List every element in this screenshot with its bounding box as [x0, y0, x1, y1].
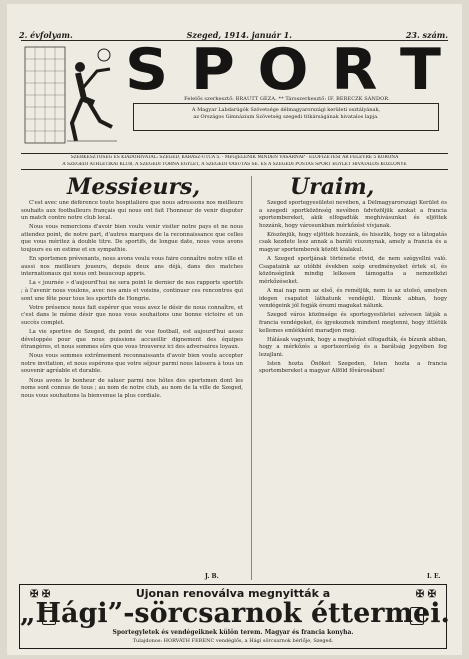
paragraph: Szeged város közönsége és sportegyesületei szívesen látják a francia vendégeket, és igyekeznek mindent megtenni, hogy ittlétük kellemes emlékként maradjon meg.: [259, 312, 447, 334]
newspaper-page: [7, 4, 462, 655]
ad-description: Sportegyletek és vendégeiknek külön terem. Magyar és francia konyha.: [112, 629, 354, 636]
left-article-signature: J. B.: [205, 573, 219, 580]
paragraph: Köszönjük, hogy eljöttek hozzánk, és hisszük, hogy ez a látogatás csak kezdete lesz annak a baráti viszonynak, amely a francia és a magyar sportemberek között kialakul.: [259, 231, 447, 254]
ad-headline: Ujonan renoválva megnyitták a: [135, 587, 331, 600]
masthead-letter: S: [125, 36, 169, 104]
masthead-letter: R: [331, 36, 378, 104]
masthead-letter: P: [190, 36, 235, 104]
paragraph: Nous vous sommes extrêmement reconnaissants d'avoir bien voulu accepter notre invitation, et nous espérons que votre séjour parmi nous laissera à tous un souvenir agréable et durable.: [21, 353, 243, 375]
football-player-illustration: [22, 41, 122, 151]
cross-ornament-icon: ✠ ✠: [415, 589, 436, 600]
left-article-body: [21, 200, 243, 572]
paragraph: Nous avons le bonheur de saluer parmi nos hôtes des sportsmen dont les noms sont connus de tous ; au nom de notre club, au nom de la ville de Szeged, nous vous souhaitons la bienvenue la plus cordiale.: [21, 377, 243, 399]
cross-ornament-icon: ✠ ✠: [30, 589, 51, 600]
volume-label: 2. évfolyam.: [19, 30, 73, 40]
paragraph: A Szeged sportjának története rövid, de nem szégyellni való. Csapataink az utóbbi években szép eredményeket értek el, és közönségünk mindig lelkesen támogatta a nemzetközi mérkőzéseket.: [259, 256, 447, 285]
paragraph: Hálásak vagyunk, hogy a meghívást elfogadták, és bízunk abban, hogy a mérkőzés a sportszerűség és a barátság jegyében fog lezajlani.: [259, 336, 447, 358]
paragraph: La « journée » d'aujourd'hui ne sera point le dernier de nos rapports sportifs ; à l'avenir nous voulons, avec nos amis et voisins, continuer ces rencontres qui sont une fête pour tous les sportifs de Hongrie.: [21, 280, 243, 302]
left-article-title: Messieurs,: [67, 174, 201, 200]
organization-box: [133, 103, 439, 131]
organization-line-2: az Országos Gimnázium Szövetség szegedi titkárságának hivatalos lapja.: [193, 114, 379, 120]
right-article-signature: I. E.: [427, 573, 441, 580]
right-article-body: [259, 200, 447, 572]
column-divider: [251, 176, 252, 580]
paragraph: La vie sportive de Szeged, du point de vue football, est aujourd'hui assez développée pour que nous puissions accueillir dignement des équipes étrangères, et nous sommes sûrs que vous trouverez ici des adversaires loyaux.: [21, 329, 243, 351]
publisher-line: Felelős szerkesztő: BRAUTT GÉZA. ** Társszerkesztő: IF. BERECZK SÁNDOR.: [184, 96, 390, 102]
ad-restaurant-name: „Hági”-sörcsarnok éttermei.: [20, 598, 450, 629]
masthead-letter: T: [400, 36, 441, 104]
paragraph: Votre présence nous fait espérer que vous avez le désir de nous connaître, et c'est dans le même désir que nous vous souhaitons une bonne victoire et un succès complet.: [21, 304, 243, 326]
paragraph: En sportsmen prévenants, nous avons voulu vous faire connaître notre ville et aussi nos meilleurs joueurs, depuis deux ans déjà, dans des matches internationaux qui nous ont beaucoup appris.: [21, 256, 243, 278]
info-top-rule: [21, 153, 448, 154]
info-line-1: SZERKESZTŐSÉG ÉS KIADÓHIVATAL: SZEGED, KÁRÁSZ-UTCA 5. · MEGJELENIK MINDEN VASÁRNAP · ELŐFIZETÉSI ÁR FÉLÉVRE 5 KORONA: [70, 155, 399, 160]
organization-line-1: A Magyar Labdarúgók Szövetsége délmagyarországi kerületi osztályának,: [191, 107, 381, 113]
date-label: Szeged, 1914. január 1.: [186, 30, 292, 40]
paragraph: Szeged sportegyesületei nevében, a Délmagyarországi Kerület és a szegedi sportközönség nevében üdvözöljük azokat a francia sportembereket, akik elfogadták meghívásunkat és eljöttek hozzánk, hogy városunkban mérkőzést vívjanak.: [259, 200, 447, 229]
issue-label: 23. szám.: [405, 30, 448, 40]
paragraph: A mai nap nem az első, és reméljük, nem is az utolsó, amelyen idegen csapatot láthatunk vendégül. Bízunk abban, hogy vendégeink jól fogják érezni magukat nálunk.: [259, 288, 447, 310]
paragraph: Nous vous remercions d'avoir bien voulu venir visiter notre pays et ne nous attendez point, de notre part, d'autres marques de la reconnaissance que celles que vous méritez à double titre. De sportifs, de longue date, nous vous avons toujours eu en estime et en sympathie.: [21, 224, 243, 254]
info-line-2: A SZEGEDI ATHLETIKAI KLUB, A SZEGEDI TORNA EGYLET, A SZEGEDI VASUTAS SE. ÉS A SZEGEDI POSTAS SPORT EGYLET HIVATALOS KÖZLÖNYE: [62, 162, 407, 167]
masthead-letter: O: [257, 36, 309, 104]
paragraph: Isten hozta Önöket Szegeden, Isten hozta a francia sportembereket a magyar Alföld fővárosában!: [259, 360, 447, 375]
paragraph: C'est avec une déférence toute hospitalière que nous adressons nos meilleurs souhaits aux footballeurs français qui nous ont fait l'honneur de venir disputer un match contre notre club local.: [21, 200, 243, 222]
right-article-title: Uraim,: [290, 174, 375, 200]
restaurant-advertisement: [19, 584, 450, 649]
ad-owner-line: Tulajdonos: HORVÁTH FERENC vendéglős, a Hági sörcsarnok bérlője, Szeged.: [132, 638, 334, 644]
info-bottom-rule: [21, 169, 448, 170]
